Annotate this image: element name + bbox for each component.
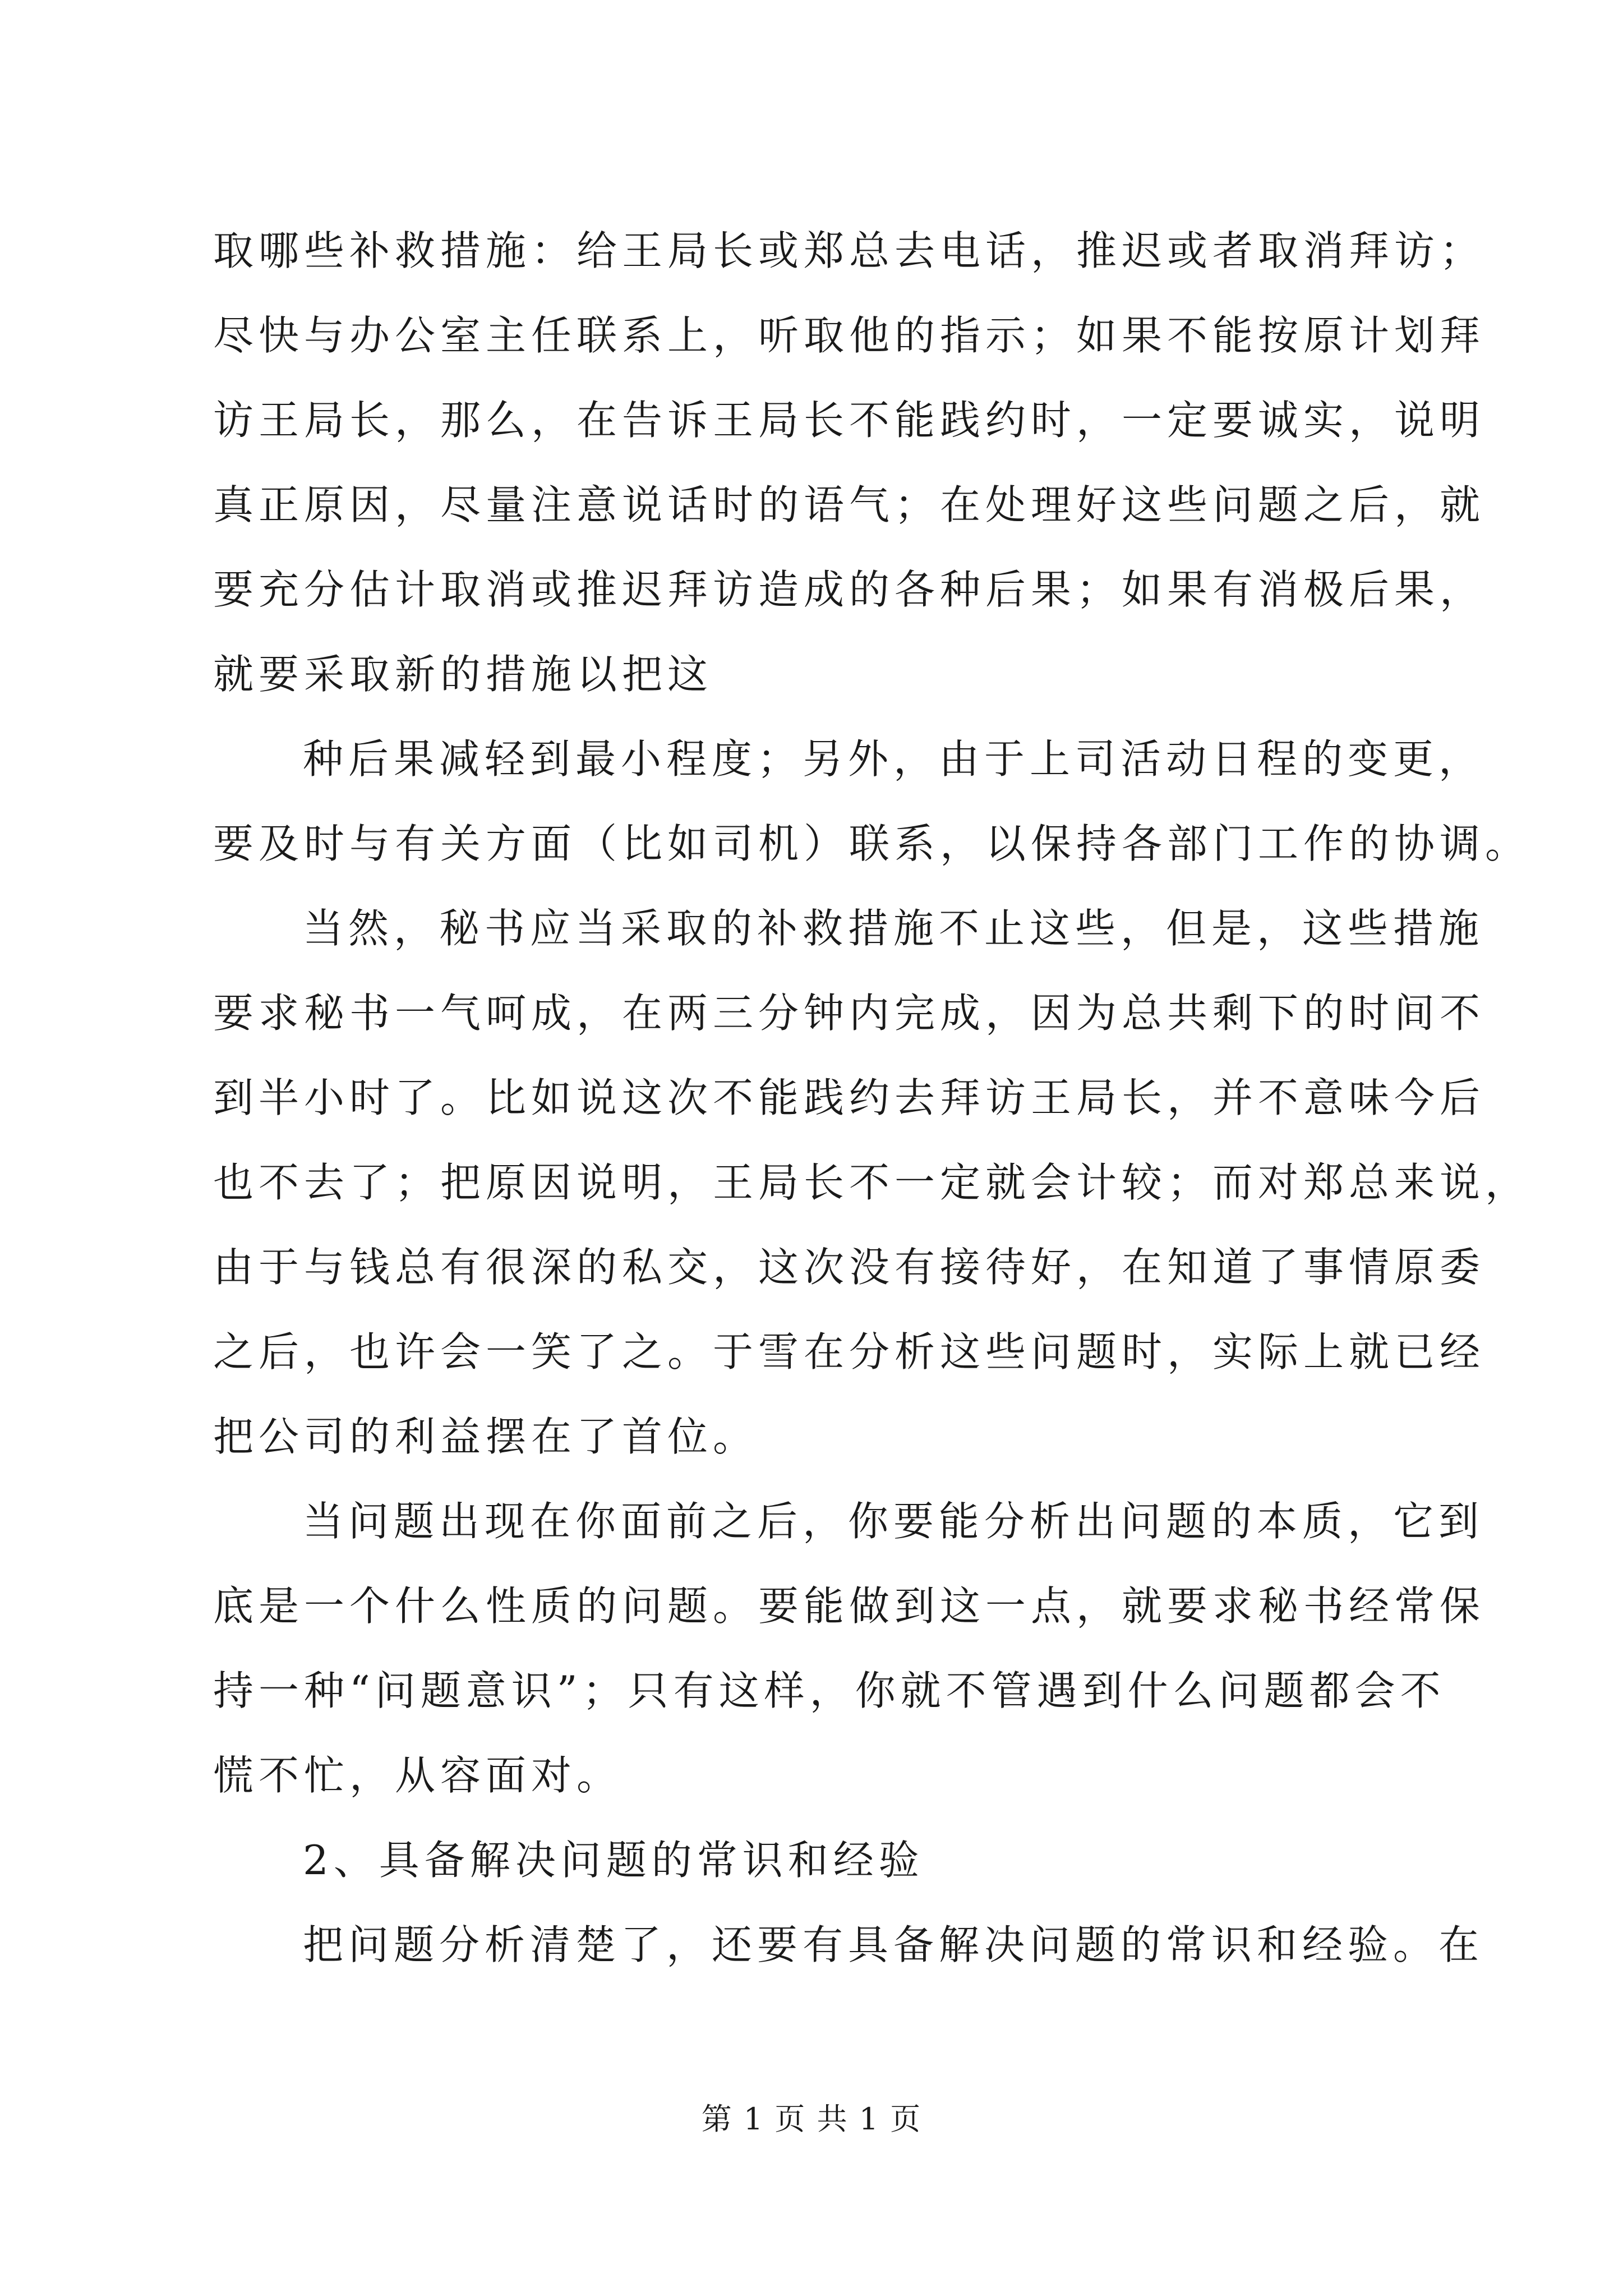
text-line: 把问题分析清楚了，还要有具备解决问题的常识和经验。在 [303,1921,1484,1968]
text-line: 到半小时了。比如说这次不能践约去拜访王局长，并不意味今后 [213,1074,1486,1121]
text-line: 由于与钱总有很深的私交，这次没有接待好，在知道了事情原委 [213,1244,1486,1291]
text-line: 种后果减轻到最小程度；另外，由于上司活动日程的变更， [303,735,1484,783]
text-line: 当然，秘书应当采取的补救措施不止这些，但是，这些措施 [303,905,1484,952]
text-line: 要及时与有关方面（比如司机）联系，以保持各部门工作的协调。 [213,820,1531,867]
text-line: 尽快与办公室主任联系上，听取他的指示；如果不能按原计划拜 [213,312,1486,359]
text-line: 慌不忙，从容面对。 [213,1752,623,1799]
text-line: 持一种“问题意识”；只有这样，你就不管遇到什么问题都会不 [213,1667,1446,1714]
text-line: 要充分估计取消或推迟拜访造成的各种后果；如果有消极后果， [213,566,1486,613]
text-line: 底是一个什么性质的问题。要能做到这一点，就要求秘书经常保 [213,1582,1486,1630]
text-line: 真正原因，尽量注意说话时的语气；在处理好这些问题之后，就 [213,481,1486,528]
text-line: 当问题出现在你面前之后，你要能分析出问题的本质，它到 [303,1498,1484,1545]
text-line: 要求秘书一气呵成，在两三分钟内完成，因为总共剩下的时间不 [213,990,1486,1037]
text-line: 也不去了；把原因说明，王局长不一定就会计较；而对郑总来说， [213,1159,1531,1206]
text-line: 之后，也许会一笑了之。于雪在分析这些问题时，实际上就已经 [213,1328,1486,1375]
page-footer: 第 1 页 共 1 页 [701,2101,922,2137]
section-heading: 2、具备解决问题的常识和经验 [303,1837,924,1884]
text-line: 访王局长，那么，在告诉王局长不能践约时，一定要诚实，说明 [213,397,1486,444]
text-line: 把公司的利益摆在了首位。 [213,1413,759,1460]
document-body [213,209,1531,1987]
text-line: 就要采取新的措施以把这 [213,651,713,698]
text-line: 取哪些补救措施：给王局长或郑总去电话，推迟或者取消拜访； [213,227,1486,274]
